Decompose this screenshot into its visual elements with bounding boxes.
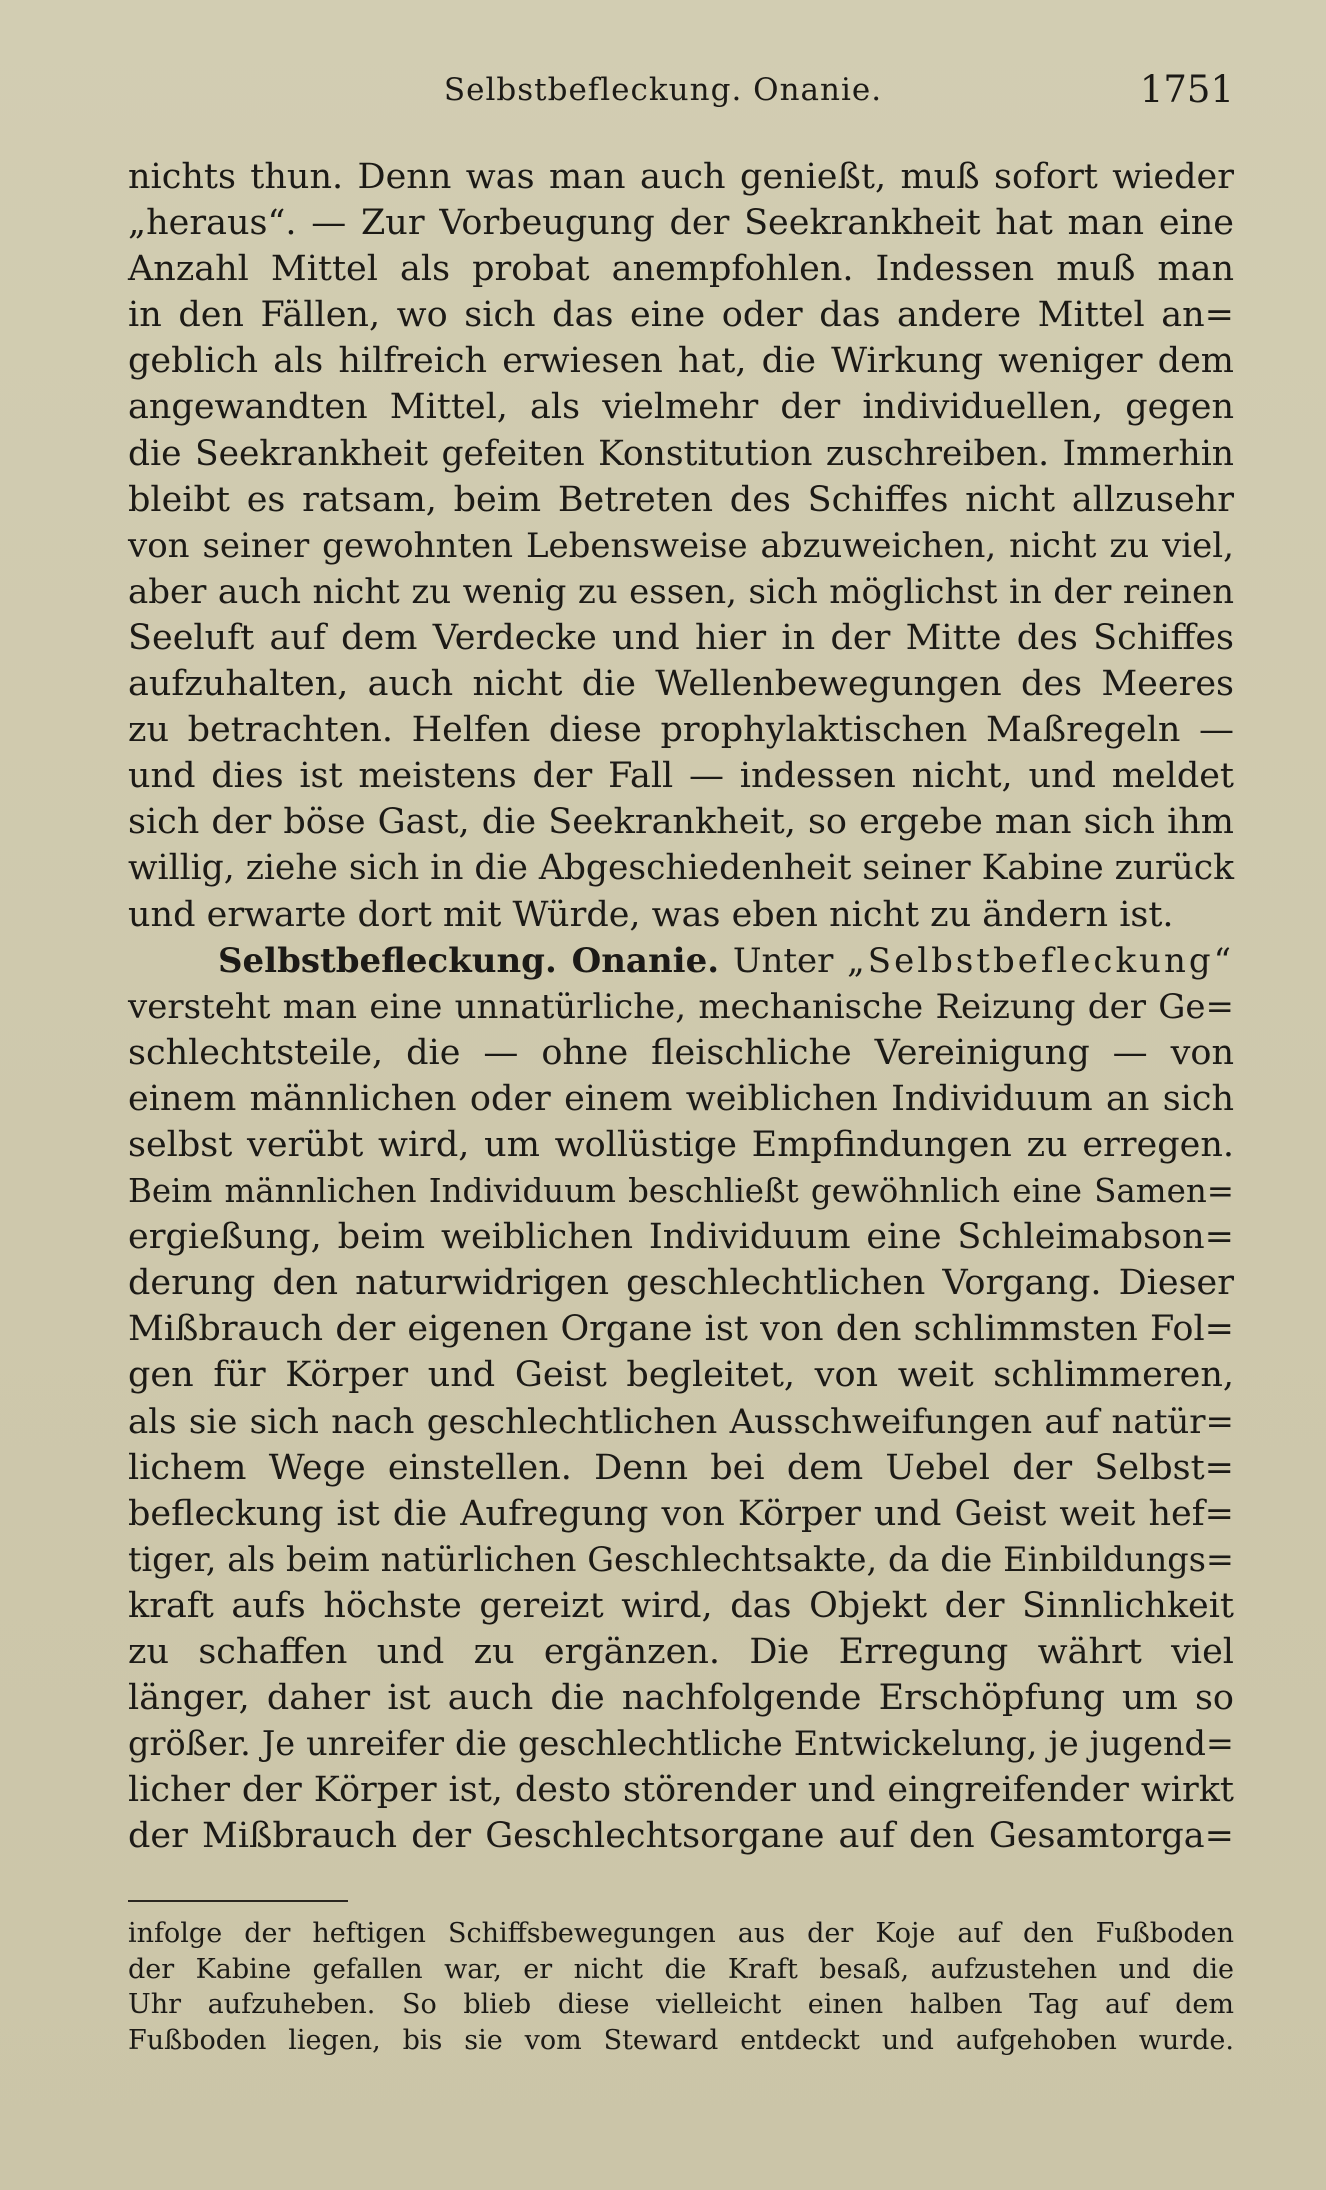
text-line: licher der Körper ist, desto störender und eingreifender wirkt xyxy=(128,1770,1234,1811)
text-line: derung den naturwidrigen geschlechtlichen Vorgang. Dieser xyxy=(128,1263,1234,1304)
text-line: sich der böse Gast, die Seekrankheit, so ergebe man sich ihm xyxy=(128,802,1234,843)
text-line: gen für Körper und Geist begleitet, von weit schlimmeren, xyxy=(128,1355,1234,1396)
footnote-divider xyxy=(128,1900,348,1902)
footnote xyxy=(128,1916,1234,2058)
text-line: lichem Wege einstellen. Denn bei dem Uebel der Selbst= xyxy=(128,1447,1234,1488)
text-line: ergießung, beim weiblichen Individuum eine Schleimabson= xyxy=(128,1217,1234,1258)
text-line: als sie sich nach geschlechtlichen Ausschweifungen auf natür= xyxy=(128,1401,1234,1442)
text-line: Anzahl Mittel als probat anempfohlen. Indessen muß man xyxy=(128,249,1234,290)
text-line: selbst verübt wird, um wollüstige Empfindungen zu erregen. xyxy=(128,1124,1234,1165)
text-line: die Seekrankheit gefeiten Konstitution zuschreiben. Immerhin xyxy=(128,433,1234,474)
text-line: von seiner gewohnten Lebensweise abzuweichen, nicht zu viel, xyxy=(128,525,1234,566)
section-heading: Selbstbefleckung. Onanie. xyxy=(218,940,720,981)
text-line: und dies ist meistens der Fall — indessen nicht, und meldet xyxy=(128,756,1234,797)
text-line: einem männlichen oder einem weiblichen Individuum an sich xyxy=(128,1078,1234,1119)
section-intro: Unter xyxy=(732,940,834,981)
text-line: Mißbrauch der eigenen Organe ist von den schlimmsten Fol= xyxy=(128,1309,1234,1350)
text-line: versteht man eine unnatürliche, mechanische Reizung der Ge= xyxy=(128,986,1234,1027)
section-first-line xyxy=(128,938,1234,984)
paragraph-end-line: und erwarte dort mit Würde, was eben nicht zu ändern ist. xyxy=(128,894,1174,935)
text-line: zu schaffen und zu ergänzen. Die Erregung währt viel xyxy=(128,1632,1234,1672)
section-term: „Selbstbefleckung“ xyxy=(847,940,1234,981)
footnote-line: der Kabine gefallen war, er nicht die Kraft besaß, aufzustehen und die xyxy=(128,1953,1234,1985)
footnote-line: infolge der heftigen Schiffsbewegungen aus der Koje auf den Fußboden xyxy=(128,1918,1234,1949)
text-line: der Mißbrauch der Geschlechtsorgane auf den Gesamtorga= xyxy=(128,1816,1234,1857)
text-line: tiger, als beim natürlichen Geschlechtsakte, da die Einbildungs= xyxy=(128,1539,1234,1579)
text-line: geblich als hilfreich erwiesen hat, die Wirkung weniger dem xyxy=(128,341,1234,382)
text-line: bleibt es ratsam, beim Betreten des Schiffes nicht allzusehr xyxy=(128,479,1234,520)
text-line: angewandten Mittel, als vielmehr der individuellen, gegen xyxy=(128,387,1234,428)
body-text xyxy=(128,154,1234,1859)
footnote-line: Fußboden liegen, bis sie vom Steward entdeckt und aufgehoben wurde. xyxy=(128,2024,1234,2056)
text-line: Seeluft auf dem Verdecke und hier in der Mitte des Schiffes xyxy=(128,617,1234,658)
text-line: aufzuhalten, auch nicht die Wellenbewegungen des Meeres xyxy=(128,664,1234,705)
text-line: willig, ziehe sich in die Abgeschiedenheit seiner Kabine zurück xyxy=(128,848,1234,889)
text-line: zu betrachten. Helfen diese prophylaktischen Maßregeln — xyxy=(128,710,1234,751)
running-title: Selbstbefleckung. Onanie. xyxy=(443,72,883,108)
text-line: nichts thun. Denn was man auch genießt, muß sofort wieder xyxy=(128,157,1234,197)
text-line: aber auch nicht zu wenig zu essen, sich möglichst in der reinen xyxy=(128,571,1234,612)
page-number: 1751 xyxy=(1139,68,1234,111)
text-line: schlechtsteile, die — ohne fleischliche Vereinigung — von xyxy=(128,1032,1234,1073)
text-line: befleckung ist die Aufregung von Körper und Geist weit hef= xyxy=(128,1493,1234,1534)
text-line: kraft aufs höchste gereizt wird, das Objekt der Sinnlichkeit xyxy=(128,1585,1234,1626)
running-head xyxy=(0,62,1326,122)
text-line: „heraus“. — Zur Vorbeugung der Seekrankheit hat man eine xyxy=(128,203,1234,244)
text-line: in den Fällen, wo sich das eine oder das andere Mittel an= xyxy=(128,295,1234,336)
text-line: Beim männlichen Individuum beschließt gewöhnlich eine Samen= xyxy=(128,1172,1234,1211)
footnote-line: Uhr aufzuheben. So blieb diese vielleicht einen halben Tag auf dem xyxy=(128,1989,1234,2020)
text-line: länger, daher ist auch die nachfolgende Erschöpfung um so xyxy=(128,1678,1234,1719)
text-line: größer. Je unreifer die geschlechtliche Entwickelung, je jugend= xyxy=(128,1724,1234,1764)
